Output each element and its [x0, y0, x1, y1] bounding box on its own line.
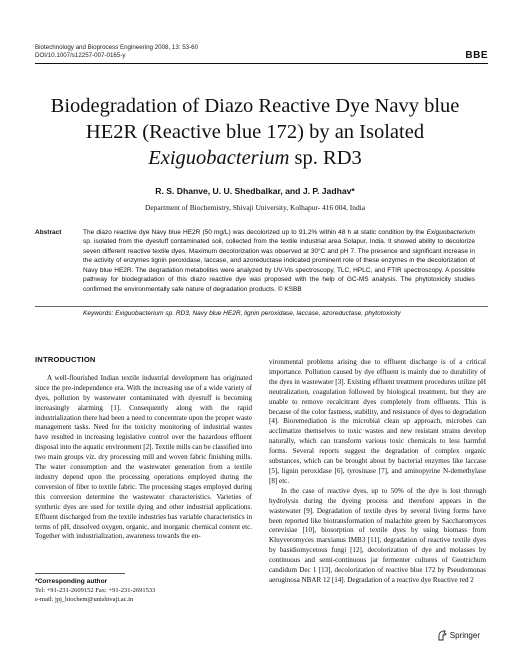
abstract-label: Abstract: [35, 229, 62, 236]
doi-line: DOI/10.1007/s12257-007-0165-y: [35, 52, 126, 59]
corresponding-label: *Corresponding author: [35, 578, 108, 585]
right-paragraph-2: In the case of reactive dyes, up to 50% of the dye is lost through hydrolysis during the dyeing process and therefore appears in the wastewater [9]. Degradation of textile dyes by several living forms have been reported like biotransformation of malachite green by Saccharomyces cerevisiae [10], biosorption of textile dyes by using biomass from Kluyveromyces marxianus IMB3 [11], degradation of reactive textile dyes by basidiomycetous fungi [12], decolorization of dye and molasses by continuous and semi-continuous jar fermenter cultures of Geotrichum candidum Dec 1 [13], decolorization of reactive blue 172 by Pseudomonas aeruginosa NBAR 12 [14]. Degradation of a reactive dye Reactive red 2: [269, 486, 486, 584]
abstract-text: The diazo reactive dye Navy blue HE2R (50 mg/L) was decolorized up to 91.2% within 48 h at static condition by the Exiguobacterium sp. isolated from the dyestuff contaminated soil, collected from the textile industrial area Solapur, India. It showed ability to decolorize seven different reactive textile dyes. Maximum decolorization was observed at 30°C and pH 7. The presence and significant increase in the activity of enzymes lignin peroxidase, laccase, and azoreductase indicated prominent role of these enzymes in the decolorization of Navy blue HE2R. The degradation metabolites were analyzed by UV-Vis spectroscopy, TLC, HPLC, and FTIR spectroscopy. A possible pathway for biodegradation of this diazo reactive dye was proposed with the help of GC-MS analysis. The phytotoxicity studies confirmed the environmentally safe nature of degradation products. © KSBB: [83, 229, 475, 293]
corresponding-phone: Tel: +91-231-2609152 Fax: +91-231-2691533: [35, 587, 156, 595]
keywords-list: Exiguobacterium sp. RD3, Navy blue HE2R, lignin peroxidase, laccase, azoreductase, phytotoxicity: [113, 310, 401, 317]
footnote-rule: [35, 573, 125, 574]
section-heading-introduction: INTRODUCTION: [35, 355, 96, 364]
journal-citation: [35, 44, 415, 60]
author-list: R. S. Dhanve, U. U. Shedbalkar, and J. P. Jadhav*: [155, 186, 355, 196]
corresponding-author: [35, 577, 252, 605]
left-column: [35, 355, 252, 542]
title-organism: Exiguobacterium: [148, 147, 290, 169]
journal-line: Biotechnology and Bioprocess Engineering 2008, 13: 53-60: [35, 44, 199, 51]
right-paragraph-1: vironmental problems arising due to effluent discharge is of a critical importance. Pollution caused by dye effluent is mainly due to durability of the dyes in wastewater [3]. Existing effluent treatment procedures utilize pH neutralization, coagulation followed by biological treatment, but they are unable to remove recalcitrant dyes completely from effluents. This is because of the color fastness, stability, and resistance of dyes to degradation [4]. Bioremediation is the microbial clean up approach, microbes can acclimatize themselves to toxic wastes and new resistant strains develop naturally, which can transform various toxic chemicals to less harmful forms. Several reports suggest the degradation of complex organic substances, which can be brought about by bacterial enzymes like laccase [5], lignin peroxidase [6], tyrosinase [7], and aminopyrine N-demethylase [8] etc.: [269, 358, 486, 485]
header-rule: [35, 63, 488, 64]
right-column: [269, 358, 486, 586]
keywords: [83, 310, 475, 317]
publisher-logo: [437, 630, 480, 641]
intro-paragraph: A well-flourished Indian textile industrial development has originated since the pre-independence era. With the increasing use of a wide variety of dyes, pollution by wastewater contaminated with dyestuff is becoming increasingly alarming [1]. Consequently along with the rapid industrialization there had been a need to concentrate upon the proper waste management tasks. Need for the toxicity monitoring of industrial wastes have resulted in increasing legislative control over the hazardous effluent disposal into the aquatic environment [2]. Textile mills can be classified into two main groups viz. dry processing mill and woven fabric finishing mills. The water consumption and the wastewater generation from a textile industry depend upon the processing operations employed during the conversion of fiber to textile fabric. The processing stages employed during this conversion determine the wastewater characteristics. Varieties of synthetic dyes are used for textile dying and other industrial applications. Effluent discharged from the textile industries has variable characteristics in terms of pH, dissolved oxygen, organic, and inorganic chemical content etc. Together with industrialization, awareness towards the en-: [35, 373, 252, 541]
paper-title: Biodegradation of Diazo Reactive Dye Navy blue HE2R (Reactive blue 172) by an Isolated Exiguobacterium sp. RD3: [50, 95, 460, 169]
abstract-divider: [35, 306, 488, 307]
affiliation: Department of Biochemistry, Shivaji University, Kolhapur- 416 004, India: [145, 203, 365, 212]
keywords-label: Keywords:: [83, 310, 114, 317]
journal-logo: BBE: [465, 50, 488, 61]
springer-horse-icon: [437, 630, 447, 641]
publisher-name: Springer: [449, 631, 480, 640]
corresponding-email: e-mail: jpj_biochem@unishivaji.ac.in: [35, 596, 134, 604]
